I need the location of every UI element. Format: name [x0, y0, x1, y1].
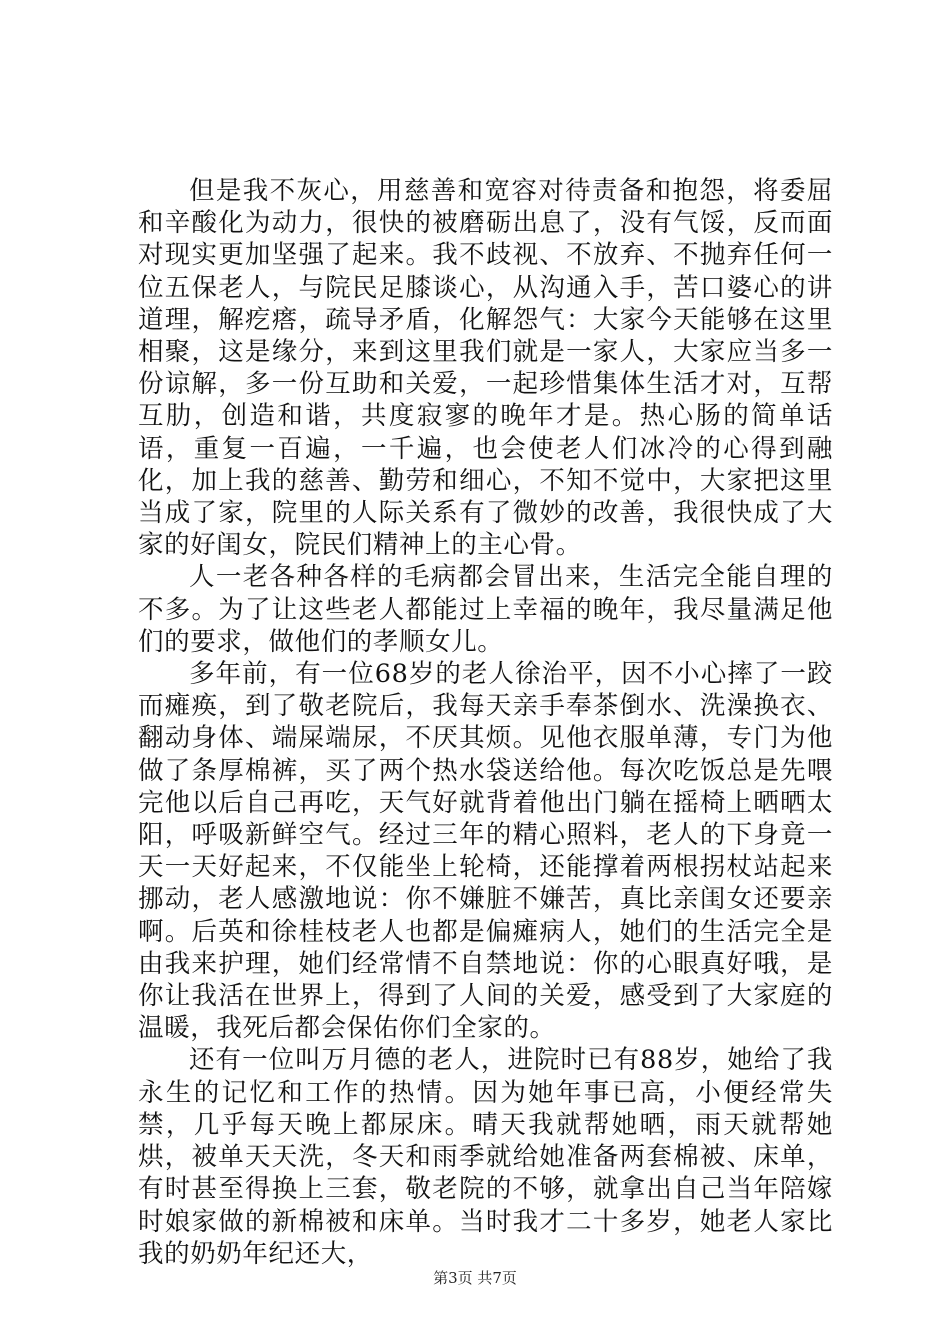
paragraph-3: 多年前，有一位68岁的老人徐治平，因不小心摔了一跤而瘫痪，到了敬老院后，我每天亲手奉茶倒水、洗澡换衣、翻动身体、端屎端尿，不厌其烦。见他衣服单薄，专门为他做了条厚棉裤，买了两个热水袋送给他。每次吃饭总是先喂完他以后自己再吃，天气好就背着他出门躺在摇椅上晒晒太阳，呼吸新鲜空气。经过三年的精心照料，老人的下身竟一天一天好起来，不仅能坐上轮椅，还能撑着两根拐杖站起来挪动，老人感激地说：你不嫌脏不嫌苦，真比亲闺女还要亲啊。后英和徐桂枝老人也都是偏瘫病人，她们的生活完全是由我来护理，她们经常情不自禁地说：你的心眼真好哦，是你让我活在世界上，得到了人间的关爱，感受到了大家庭的温暖，我死后都会保佑你们全家的。: [138, 659, 833, 1044]
paragraph-2: 人一老各种各样的毛病都会冒出来，生活完全能自理的不多。为了让这些老人都能过上幸福的晚年，我尽量满足他们的要求，做他们的孝顺女儿。: [138, 562, 833, 657]
paragraph-4: 还有一位叫万月德的老人，进院时已有88岁，她给了我永生的记忆和工作的热情。因为她年事已高，小便经常失禁，几乎每天晚上都尿床。晴天我就帮她晒，雨天就帮她烘，被单天天洗，冬天和雨季就给她准备两套棉被、床单，有时甚至得换上三套，敬老院的不够，就拿出自己当年陪嫁时娘家做的新棉被和床单。当时我才二十多岁，她老人家比我的奶奶年纪还大，: [138, 1045, 833, 1269]
body-text: [138, 175, 833, 1270]
paragraph-1: 但是我不灰心，用慈善和宽容对待责备和抱怨，将委屈和辛酸化为动力，很快的被磨砺出息了，没有气馁，反而面对现实更加坚强了起来。我不歧视、不放弃、不抛弃任何一位五保老人，与院民足膝谈心，从沟通入手，苦口婆心的讲道理，解疙瘩，疏导矛盾，化解怨气：大家今天能够在这里相聚，这是缘分，来到这里我们就是一家人，大家应当多一份谅解，多一份互助和关爱，一起珍惜集体生活才对，互帮互肋，创造和谐，共度寂寥的晚年才是。热心肠的简单话语，重复一百遍，一千遍，也会使老人们冰冷的心得到融化，加上我的慈善、勤劳和细心，不知不觉中，大家把这里当成了家，院里的人际关系有了微妙的改善，我很快成了大家的好闺女，院民们精神上的主心骨。: [138, 176, 833, 561]
page-footer: 第3页 共7页: [433, 1269, 517, 1287]
